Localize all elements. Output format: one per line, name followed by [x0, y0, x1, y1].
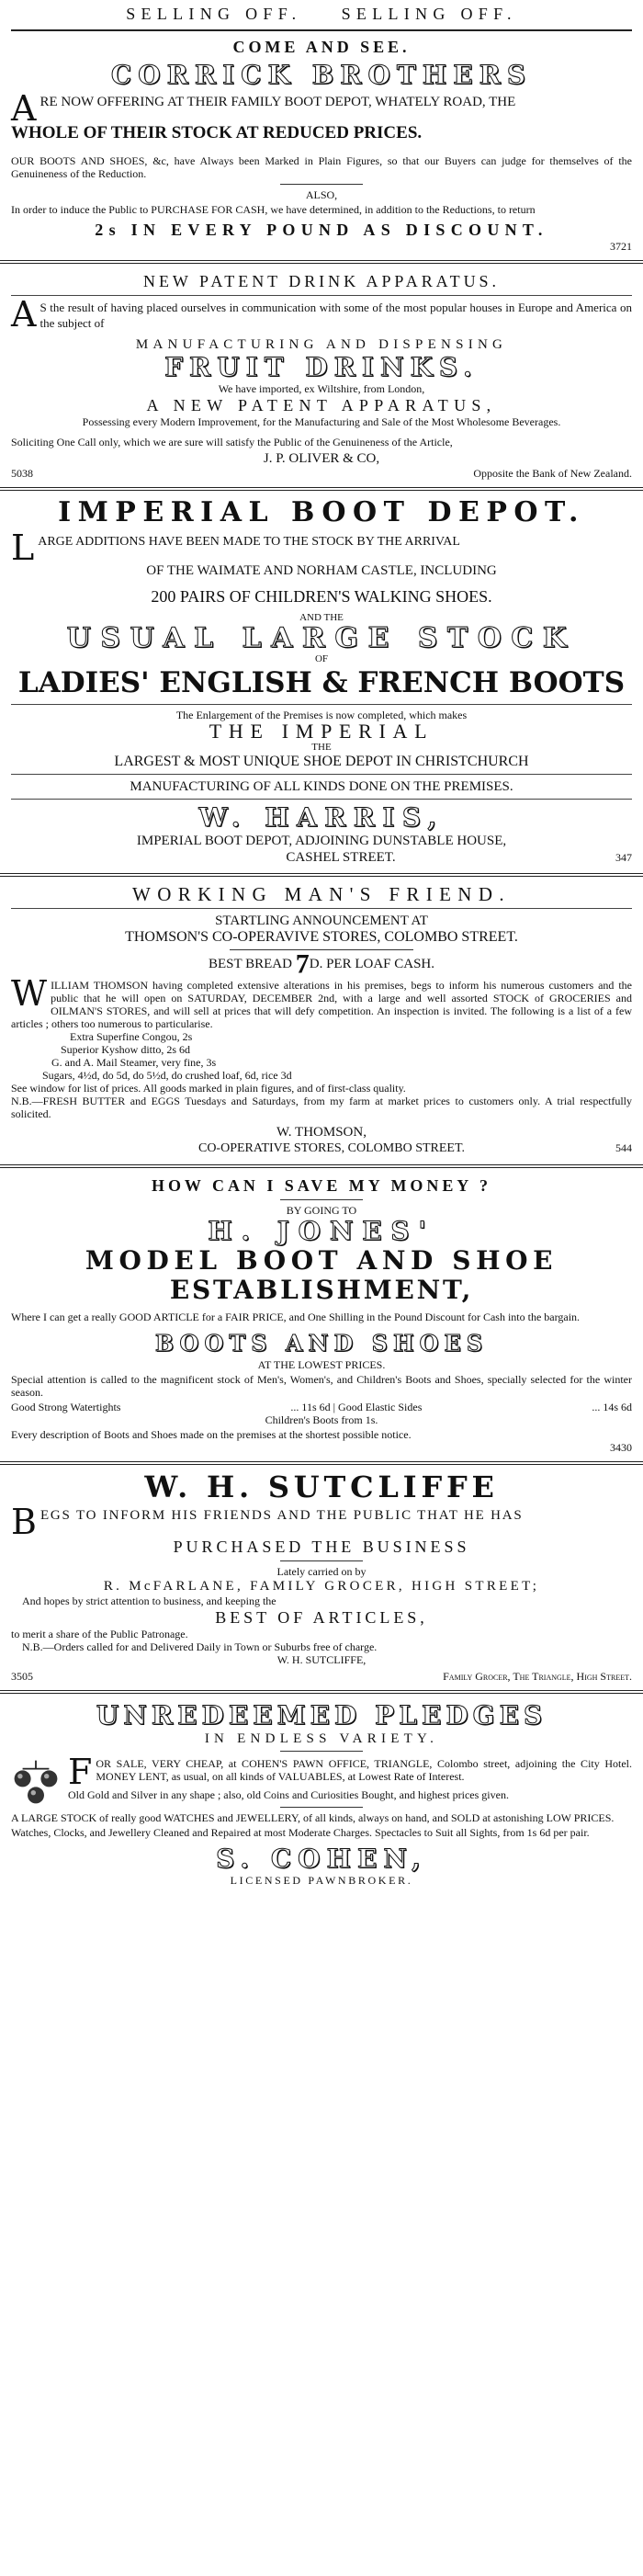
- possessing-line: Possessing every Modern Improvement, for the Manufacturing and Sale of the Most Wholesome Beverages.: [82, 415, 561, 428]
- divider: [0, 1461, 643, 1465]
- sutcliffe-intro: [11, 1501, 632, 1542]
- sutcliffe-title: W. H. SUTCLIFFE: [144, 1469, 499, 1504]
- bread-unit: D. PER LOAF CASH.: [309, 957, 435, 971]
- cohen-name: S. COHEN,: [216, 1843, 427, 1874]
- merit: to merit a share of the Public Patronage.: [11, 1627, 188, 1640]
- divider: [11, 295, 632, 296]
- divider: [0, 260, 643, 264]
- mcfarlane: R. McFARLANE, FAMILY GROCER, HIGH STREET;: [103, 1578, 540, 1594]
- address: CO-OPERATIVE STORES, COLOMBO STREET.: [197, 1140, 465, 1155]
- imperial-title: IMPERIAL BOOT DEPOT.: [58, 496, 585, 528]
- ladies-boots: LADIES' ENGLISH & FRENCH BOOTS: [17, 666, 626, 699]
- paragraph: Every description of Boots and Shoes made on the premises at the shortest possible notice.: [11, 1427, 412, 1441]
- whole-of-stock: WHOLE OF THEIR STOCK AT REDUCED PRICES.: [11, 123, 423, 142]
- startling: STARTLING ANNOUNCEMENT AT: [215, 914, 428, 928]
- signature: W. THOMSON,: [276, 1124, 367, 1140]
- intro-text: EGS TO INFORM HIS FRIENDS AND THE PUBLIC THAT HE HAS: [39, 1507, 524, 1523]
- fruit-drinks-title: FRUIT DRINKS.: [164, 352, 479, 382]
- children-boots: Children's Boots from 1s.: [265, 1413, 378, 1426]
- paragraph: Special attention is called to the magnificent stock of Men's, Women's, and Children's Boots and Shoes, specially selected for the winter season.: [11, 1372, 632, 1399]
- discount-line: 2s IN EVERY POUND AS DISCOUNT.: [95, 221, 548, 239]
- dropcap: W: [11, 972, 48, 1014]
- nb: N.B.—Orders called for and Delivered Daily in Town or Suburbs free of charge.: [22, 1640, 378, 1653]
- boots-and-shoes: BOOTS AND SHOES: [154, 1329, 489, 1356]
- price-label: ... 11s 6d | Good Elastic Sides: [290, 1400, 423, 1413]
- paragraph: Watches, Clocks, and Jewellery Cleaned and Repaired at most Moderate Charges. Spectacles to Suit all Sights, from 1s 6d per pair.: [11, 1825, 590, 1839]
- ad-number: 3721: [610, 240, 632, 253]
- licensed-pawnbroker: LICENSED PAWNBROKER.: [230, 1873, 413, 1887]
- bread-label: BEST BREAD: [208, 957, 292, 971]
- working-mans-friend-title: WORKING MAN'S FRIEND.: [132, 883, 511, 905]
- divider: [11, 29, 632, 31]
- divider: [11, 908, 632, 909]
- ad-number: 3505: [11, 1669, 33, 1683]
- divider: [11, 799, 632, 800]
- intro-text: ILLIAM THOMSON having completed extensive alterations in his premises, begs to inform his numerous customers and the public that he will open on SATURDAY, DECEMBER 2nd, with a large and well assorted STOCK of GROCERIES and OILMAN'S STORES, and will sell at prices that will defy competition. An inspection is invited. The following is a list of a few articles ; others too numerous to particularise.: [11, 978, 632, 1030]
- short-rule: [230, 949, 413, 950]
- ad-jones-boots: [0, 1175, 643, 1454]
- cohen-intro: [11, 1751, 632, 1792]
- firm-name: J. P. OLIVER & CO,: [263, 451, 380, 466]
- dropcap: F: [68, 1751, 93, 1792]
- street: CASHEL STREET.: [286, 850, 396, 865]
- paragraph: OUR BOOTS AND SHOES, &c, have Always been Marked in Plain Figures, so that our Buyers can judge for themselves of the Genuineness of the Reduction.: [11, 154, 632, 180]
- paragraph: See window for list of prices. All goods marked in plain figures, and of first-class quality.: [11, 1081, 406, 1095]
- come-and-see: COME AND SEE.: [232, 38, 411, 56]
- enlargement: The Enlargement of the Premises is now completed, which makes: [175, 709, 468, 721]
- paragraph: Old Gold and Silver in any shape ; also, old Coins and Curiosities Bought, and highest prices given.: [68, 1787, 509, 1801]
- list-item: Superior Kyshow ditto, 2s 6d: [61, 1042, 190, 1056]
- short-rule: [280, 1751, 363, 1752]
- jones-name: H. JONES': [208, 1215, 435, 1246]
- ad-sutcliffe-grocer: [0, 1469, 643, 1683]
- imperial-intro: [11, 528, 632, 568]
- paragraph: N.B.—FRESH BUTTER and EGGS Tuesdays and Saturdays, from my farm at market prices to customers only. A trial respectfully solicited.: [11, 1094, 632, 1120]
- price-label: Good Strong Watertights: [11, 1400, 121, 1413]
- pawnbroker-balls-icon: [11, 1757, 61, 1807]
- hopes: And hopes by strict attention to business, and keeping the: [22, 1594, 276, 1607]
- divider: [0, 1690, 643, 1694]
- ad-number: 347: [615, 851, 632, 864]
- intro-text: OR SALE, VERY CHEAP, at COHEN'S PAWN OFFICE, TRIANGLE, Colombo street, adjoining the City Hotel. MONEY LENT, as usual, on all kinds of VALUABLES, at Lowest Rate of Interest.: [96, 1756, 632, 1783]
- thomson-intro: [11, 972, 632, 1030]
- corrick-intro: [11, 88, 632, 129]
- address-row: [11, 467, 632, 480]
- divider: [11, 774, 632, 775]
- largest: LARGEST & MOST UNIQUE SHOE DEPOT IN CHRISTCHURCH: [114, 754, 529, 769]
- establishment: ESTABLISHMENT,: [169, 1274, 474, 1305]
- dropcap: B: [11, 1501, 37, 1542]
- selling-off-header: SELLING OFF. SELLING OFF.: [126, 5, 517, 23]
- intro-text: RE NOW OFFERING AT THEIR FAMILY BOOT DEPOT, WHATELY ROAD, THE: [39, 95, 516, 109]
- lowest-prices: AT THE LOWEST PRICES.: [257, 1357, 386, 1371]
- lately: Lately carried on by: [276, 1564, 367, 1578]
- ad-oliver-drinks: [0, 271, 643, 480]
- bread-number: 7: [295, 948, 310, 980]
- address-row: [11, 849, 632, 866]
- ad-imperial-boot-depot: [0, 498, 643, 866]
- address: Opposite the Bank of New Zealand.: [473, 467, 632, 480]
- paragraph: In order to induce the Public to PURCHASE FOR CASH, we have determined, in addition to the Reductions, to return: [11, 203, 536, 216]
- by-going-to: BY GOING TO: [286, 1203, 357, 1217]
- ad-number: 5038: [11, 467, 33, 480]
- line: 200 PAIRS OF CHILDREN'S WALKING SHOES.: [151, 587, 492, 606]
- and-the: AND THE: [299, 612, 344, 623]
- divider: [11, 704, 632, 705]
- drink-apparatus-title: NEW PATENT DRINK APPARATUS.: [143, 272, 500, 290]
- signature: W. H. SUTCLIFFE,: [276, 1652, 367, 1666]
- manufacturing-line: MANUFACTURING AND DISPENSING: [135, 337, 508, 352]
- usual-large-stock: USUAL LARGE STOCK: [66, 622, 577, 654]
- dropcap: A: [11, 88, 37, 129]
- endless-variety: IN ENDLESS VARIETY.: [204, 1731, 439, 1746]
- divider: [0, 873, 643, 877]
- paragraph: Soliciting One Call only, which we are sure will satisfy the Public of the Genuineness of the Article,: [11, 436, 453, 448]
- new-patent-apparatus: A NEW PATENT APPARATUS,: [146, 396, 497, 414]
- the-imperial: THE IMPERIAL: [209, 720, 434, 743]
- oliver-intro: [11, 294, 632, 335]
- intro-text: S the result of having placed ourselves in communication with some of the most popular houses in Europe and America on the subject of: [39, 301, 632, 330]
- short-rule: [280, 1560, 363, 1561]
- price-list: [11, 1030, 632, 1082]
- of: OF: [314, 653, 329, 664]
- harris-name: W. HARRIS,: [198, 802, 445, 833]
- save-money-title: HOW CAN I SAVE MY MONEY ?: [151, 1175, 492, 1195]
- price-row: [11, 1401, 632, 1413]
- corrick-brothers-title: CORRICK BROTHERS: [110, 60, 533, 90]
- manufacturing: MANUFACTURING OF ALL KINDS DONE ON THE PREMISES.: [130, 779, 513, 794]
- dropcap: L: [11, 528, 35, 568]
- imported-line: We have imported, ex Wiltshire, from London,: [218, 382, 425, 395]
- address-row: [11, 1670, 632, 1683]
- paragraph: A LARGE STOCK of really good WATCHES and JEWELLERY, of all kinds, always on hand, and SOLD at astonishing LOW PRICES.: [11, 1810, 615, 1824]
- line: ARGE ADDITIONS HAVE BEEN MADE TO THE STOCK BY THE ARRIVAL: [38, 535, 460, 549]
- short-rule: [280, 1807, 363, 1808]
- purchased-business: PURCHASED THE BUSINESS: [173, 1537, 470, 1556]
- ad-thomson-stores: [0, 884, 643, 1157]
- list-item: Sugars, 4½d, do 5d, do 5½d, do crushed loaf, 6d, rice 3d: [42, 1068, 292, 1082]
- ad-number: 3430: [610, 1440, 632, 1454]
- dropcap: A: [11, 294, 37, 335]
- address-row: [11, 1140, 632, 1157]
- address: Family Grocer, The Triangle, High Street.: [443, 1669, 632, 1683]
- line: OF THE WAIMATE AND NORHAM CASTLE, INCLUDING: [146, 563, 497, 578]
- short-rule: [280, 1199, 363, 1200]
- model-boot: MODEL BOOT AND SHOE: [85, 1244, 558, 1276]
- ad-cohen-pawnbroker: [0, 1701, 643, 1887]
- the: THE: [311, 742, 332, 753]
- list-item: G. and A. Mail Steamer, very fine, 3s: [51, 1055, 217, 1069]
- bread-price: [11, 948, 632, 980]
- divider: [0, 1164, 643, 1168]
- also: ALSO,: [305, 188, 338, 201]
- list-item: Extra Superfine Congou, 2s: [70, 1029, 193, 1043]
- paragraph: Where I can get a really GOOD ARTICLE for a FAIR PRICE, and One Shilling in the Pound Discount for Cash into the bargain.: [11, 1310, 581, 1323]
- best-of-articles: BEST OF ARTICLES,: [215, 1607, 428, 1627]
- address: IMPERIAL BOOT DEPOT, ADJOINING DUNSTABLE HOUSE,: [136, 834, 507, 848]
- ad-number: 544: [615, 1140, 632, 1154]
- divider: [0, 487, 643, 491]
- ad-corrick-brothers: [0, 0, 643, 253]
- price-label: ... 14s 6d: [592, 1400, 632, 1413]
- unredeemed-pledges: UNREDEEMED PLEDGES: [96, 1699, 547, 1731]
- stores-name: THOMSON'S CO-OPERAVIVE STORES, COLOMBO STREET.: [125, 929, 518, 945]
- short-rule: [280, 184, 363, 185]
